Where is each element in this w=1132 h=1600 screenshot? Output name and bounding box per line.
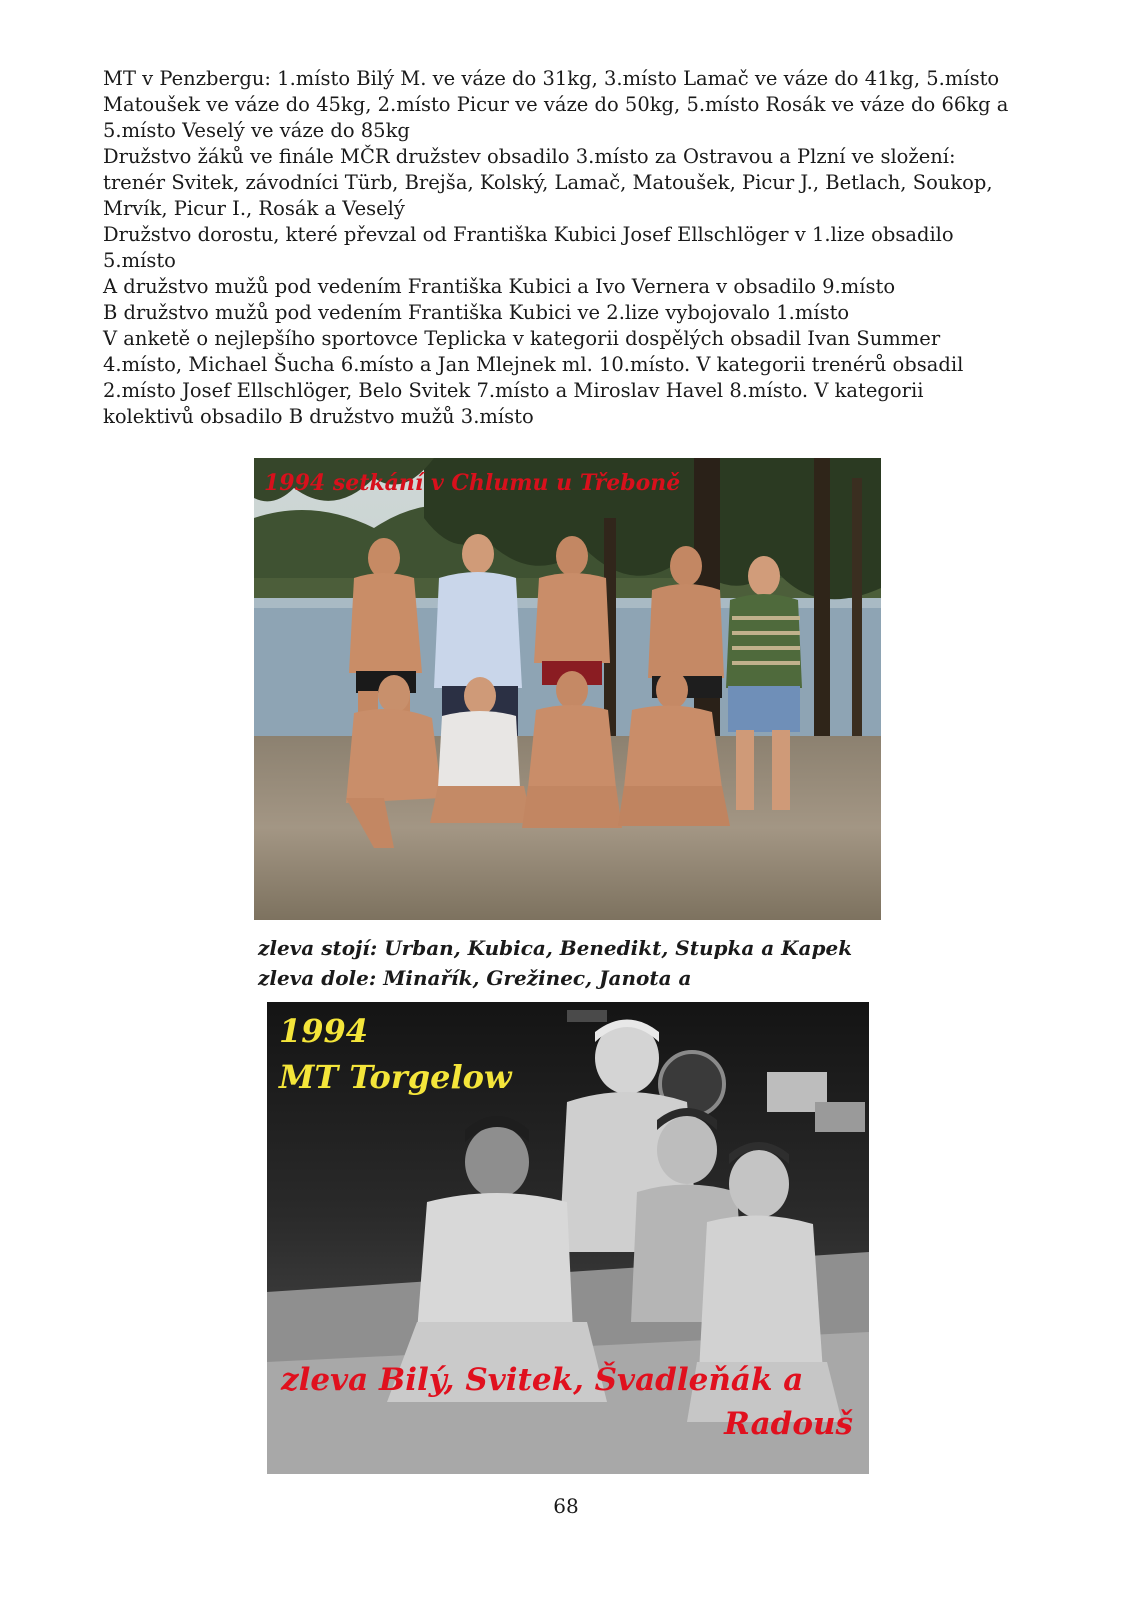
text-line: V anketě o nejlepšího sportovce Teplicka v kategorii dospělých obsadil Ivan Summer — [103, 327, 941, 350]
text-line: 4.místo, Michael Šucha 6.místo a Jan Mlejnek ml. 10.místo. V kategorii trenérů obsadil — [103, 353, 964, 376]
photo-event-label: MT Torgelow — [279, 1058, 512, 1096]
page-number: 68 — [553, 1494, 579, 1518]
text-line: Družstvo žáků ve finále MČR družstev obsadilo 3.místo za Ostravou a Plzní ve složení: — [103, 145, 956, 168]
text-line: Matoušek ve váze do 45kg, 2.místo Picur ve váze do 50kg, 5.místo Rosák ve váze do 66kg a — [103, 93, 1009, 116]
text-line: kolektivů obsadilo B družstvo mužů 3.místo — [103, 405, 534, 428]
photo-caption-crouching: zleva dole: Minařík, Grežinec, Janota a — [258, 966, 692, 990]
text-line: 5.místo Veselý ve váze do 85kg — [103, 119, 410, 142]
text-line: MT v Penzbergu: 1.místo Bilý M. ve váze do 31kg, 3.místo Lamač ve váze do 41kg, 5.místo — [103, 67, 1000, 90]
text-line: A družstvo mužů pod vedením Františka Kubici a Ivo Vernera v obsadilo 9.místo — [103, 275, 896, 298]
text-line: B družstvo mužů pod vedením Františka Kubici ve 2.lize vybojovalo 1.místo — [103, 301, 850, 324]
group-photo-lake — [254, 458, 881, 920]
photo-caption-names-cont: Radouš — [724, 1406, 853, 1442]
body-text — [103, 66, 1033, 430]
photo-title: 1994 setkání v Chlumu u Třeboně — [264, 470, 681, 496]
group-photo-illustration — [254, 458, 881, 920]
text-line: 2.místo Josef Ellschlöger, Belo Svitek 7.místo a Miroslav Havel 8.místo. V kategorii — [103, 379, 924, 402]
text-line: Družstvo dorostu, které převzal od Františka Kubici Josef Ellschlöger v 1.lize obsadilo — [103, 223, 954, 246]
photo-year-label: 1994 — [279, 1012, 369, 1050]
text-line: Mrvík, Picur I., Rosák a Veselý — [103, 197, 405, 220]
tournament-photo — [267, 1002, 869, 1474]
photo-caption-names: zleva Bilý, Svitek, Švadleňák a — [281, 1362, 804, 1398]
text-line: trenér Svitek, závodníci Türb, Brejša, Kolský, Lamač, Matoušek, Picur J., Betlach, Soukop, — [103, 171, 993, 194]
photo-caption-standing: zleva stojí: Urban, Kubica, Benedikt, Stupka a Kapek — [258, 936, 853, 960]
text-line: 5.místo — [103, 249, 176, 272]
